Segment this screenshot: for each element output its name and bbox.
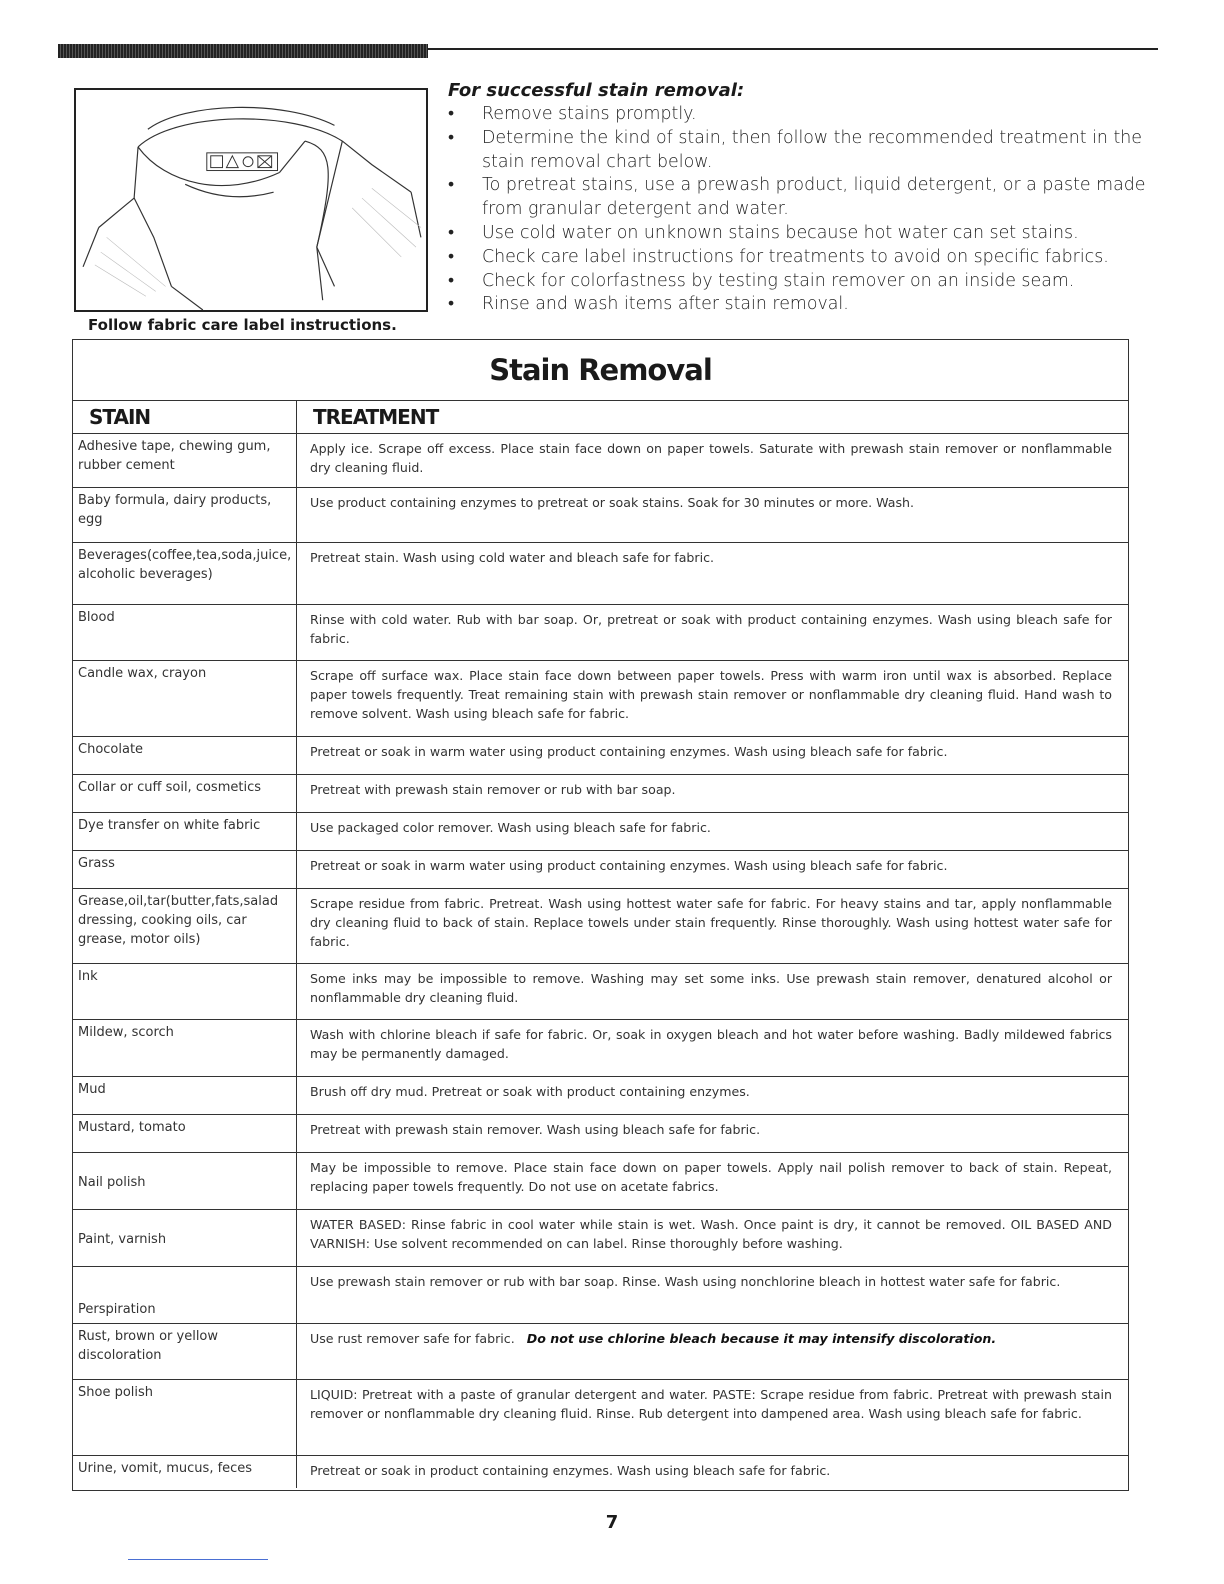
treatment-cell: LIQUID: Pretreat with a paste of granular detergent and water. PASTE: Scrape residue from fabric. Pretreat with prewash stain remover or nonflammable dry cleaning fluid. Rinse. Rub detergent into dampened area. Wash using bleach safe for fabric. <box>310 1387 1112 1422</box>
treatment-column-header: TREATMENT <box>313 405 439 429</box>
tip-item: • Determine the kind of stain, then follow the recommended treatment in the stain removal chart below. <box>448 127 1148 175</box>
shirt-collar-illustration <box>74 88 428 312</box>
tip-item: • Check care label instructions for treatments to avoid on specific fabrics. <box>448 246 1148 270</box>
header-rule-line <box>428 48 1158 50</box>
treatment-cell: May be impossible to remove. Place stain face down on paper towels. Apply nail polish remover to back of stain. Repeat, replacing paper towels frequently. Do not use on acetate fabrics. <box>310 1160 1112 1195</box>
stain-cell: Shoe polish <box>73 1380 297 1455</box>
stain-cell: Dye transfer on white fabric <box>73 813 297 850</box>
table-row <box>73 1115 1128 1153</box>
illustration-caption: Follow fabric care label instructions. <box>88 316 397 334</box>
treatment-cell: Pretreat or soak in warm water using product containing enzymes. Wash using bleach safe for fabric. <box>310 858 948 873</box>
treatment-cell <box>297 1324 1128 1379</box>
table-row <box>73 543 1128 605</box>
treatment-cell: Pretreat with prewash stain remover. Wash using bleach safe for fabric. <box>310 1122 761 1137</box>
treatment-cell: Scrape residue from fabric. Pretreat. Wash using hottest water safe for fabric. For heavy stains and tar, apply nonflammable dry cleaning fluid to back of stain. Replace towels under stain frequently. Rinse thoroughly. Wash using hottest water safe for fabric. <box>310 896 1112 950</box>
table-row <box>73 1380 1128 1456</box>
table-row <box>73 737 1128 775</box>
tip-item: • To pretreat stains, use a prewash product, liquid detergent, or a paste made from granular detergent and water. <box>448 174 1148 222</box>
tip-item: • Remove stains promptly. <box>448 103 1148 127</box>
treatment-warning: Do not use chlorine bleach because it may intensify discoloration. <box>526 1331 997 1346</box>
footer-rule <box>128 1559 268 1560</box>
treatment-cell: Apply ice. Scrape off excess. Place stain face down on paper towels. Saturate with prewash stain remover or nonflammable dry cleaning fluid. <box>310 441 1112 476</box>
treatment-cell: Pretreat stain. Wash using cold water and bleach safe for fabric. <box>310 550 715 565</box>
treatment-text: Use rust remover safe for fabric. <box>310 1331 515 1346</box>
tip-item: • Use cold water on unknown stains because hot water can set stains. <box>448 222 1148 246</box>
shirt-collar-icon <box>76 90 426 310</box>
table-row <box>73 661 1128 737</box>
stain-cell: Rust, brown or yellow discoloration <box>73 1324 297 1379</box>
stain-cell: Mustard, tomato <box>73 1115 297 1152</box>
stain-cell: Ink <box>73 964 297 1019</box>
tips-list <box>448 103 1148 317</box>
stain-cell: Chocolate <box>73 737 297 774</box>
table-row <box>73 1456 1128 1488</box>
table-row <box>73 813 1128 851</box>
stain-cell: Adhesive tape, chewing gum, rubber cement <box>73 434 297 487</box>
stain-column-header: STAIN <box>73 401 297 433</box>
treatment-cell: Wash with chlorine bleach if safe for fabric. Or, soak in oxygen bleach and hot water before washing. Badly mildewed fabrics may be permanently damaged. <box>310 1027 1112 1062</box>
tip-item: • Rinse and wash items after stain removal. <box>448 293 1148 317</box>
treatment-cell: Pretreat with prewash stain remover or rub with bar soap. <box>310 782 676 797</box>
table-row <box>73 1210 1128 1267</box>
table-row <box>73 1267 1128 1324</box>
treatment-cell: Use packaged color remover. Wash using bleach safe for fabric. <box>310 820 711 835</box>
treatment-cell: Scrape off surface wax. Place stain face down between paper towels. Press with warm iron until wax is absorbed. Replace paper towels frequently. Treat remaining stain with prewash stain remover or nonflammable dry cleaning fluid. Hand wash to remove solvent. Wash using bleach safe for fabric. <box>310 668 1112 722</box>
chart-header-row <box>73 400 1128 434</box>
table-row <box>73 775 1128 813</box>
treatment-cell: Pretreat or soak in product containing enzymes. Wash using bleach safe for fabric. <box>310 1463 831 1478</box>
stain-cell: Paint, varnish <box>73 1210 297 1266</box>
table-row <box>73 1077 1128 1115</box>
stain-cell: Beverages(coffee,tea,soda,juice, alcoholic beverages) <box>73 543 297 604</box>
treatment-cell: WATER BASED: Rinse fabric in cool water while stain is wet. Wash. Once paint is dry, it cannot be removed. OIL BASED AND VARNISH: Use solvent recommended on can label. Rinse thoroughly before washing. <box>310 1217 1112 1252</box>
header-rule-dark <box>58 44 428 58</box>
table-row <box>73 1020 1128 1077</box>
stain-cell: Grease,oil,tar(butter,fats,salad dressing, cooking oils, car grease, motor oils) <box>73 889 297 963</box>
stain-cell: Mud <box>73 1077 297 1114</box>
stain-cell: Candle wax, crayon <box>73 661 297 736</box>
table-row <box>73 1153 1128 1210</box>
table-row <box>73 434 1128 488</box>
table-row <box>73 605 1128 661</box>
stain-cell: Blood <box>73 605 297 660</box>
treatment-cell: Use prewash stain remover or rub with bar soap. Rinse. Wash using nonchlorine bleach in hottest water safe for fabric. <box>310 1274 1061 1289</box>
stain-cell: Nail polish <box>73 1153 297 1209</box>
treatment-cell: Brush off dry mud. Pretreat or soak with product containing enzymes. <box>310 1084 750 1099</box>
treatment-cell: Pretreat or soak in warm water using product containing enzymes. Wash using bleach safe for fabric. <box>310 744 948 759</box>
table-row <box>73 889 1128 964</box>
treatment-cell: Some inks may be impossible to remove. Washing may set some inks. Use prewash stain remover, denatured alcohol or nonflammable dry cleaning fluid. <box>310 971 1112 1006</box>
chart-title: Stain Removal <box>489 353 712 387</box>
table-row <box>73 488 1128 543</box>
table-row <box>73 851 1128 889</box>
table-row <box>73 964 1128 1020</box>
stain-removal-chart <box>72 339 1129 1491</box>
treatment-cell: Use product containing enzymes to pretreat or soak stains. Soak for 30 minutes or more. Wash. <box>310 495 915 510</box>
stain-cell: Urine, vomit, mucus, feces <box>73 1456 297 1488</box>
page-number: 7 <box>605 1512 619 1533</box>
tip-item: • Check for colorfastness by testing stain remover on an inside seam. <box>448 270 1148 294</box>
treatment-cell: Rinse with cold water. Rub with bar soap. Or, pretreat or soak with product containing enzymes. Wash using bleach safe for fabric. <box>310 612 1112 647</box>
stain-cell: Collar or cuff soil, cosmetics <box>73 775 297 812</box>
stain-tips <box>448 80 1148 317</box>
table-row <box>73 1324 1128 1380</box>
tips-heading: For successful stain removal: <box>448 80 745 101</box>
stain-cell: Mildew, scorch <box>73 1020 297 1076</box>
stain-cell: Perspiration <box>73 1267 297 1323</box>
stain-cell: Baby formula, dairy products, egg <box>73 488 297 542</box>
stain-cell: Grass <box>73 851 297 888</box>
